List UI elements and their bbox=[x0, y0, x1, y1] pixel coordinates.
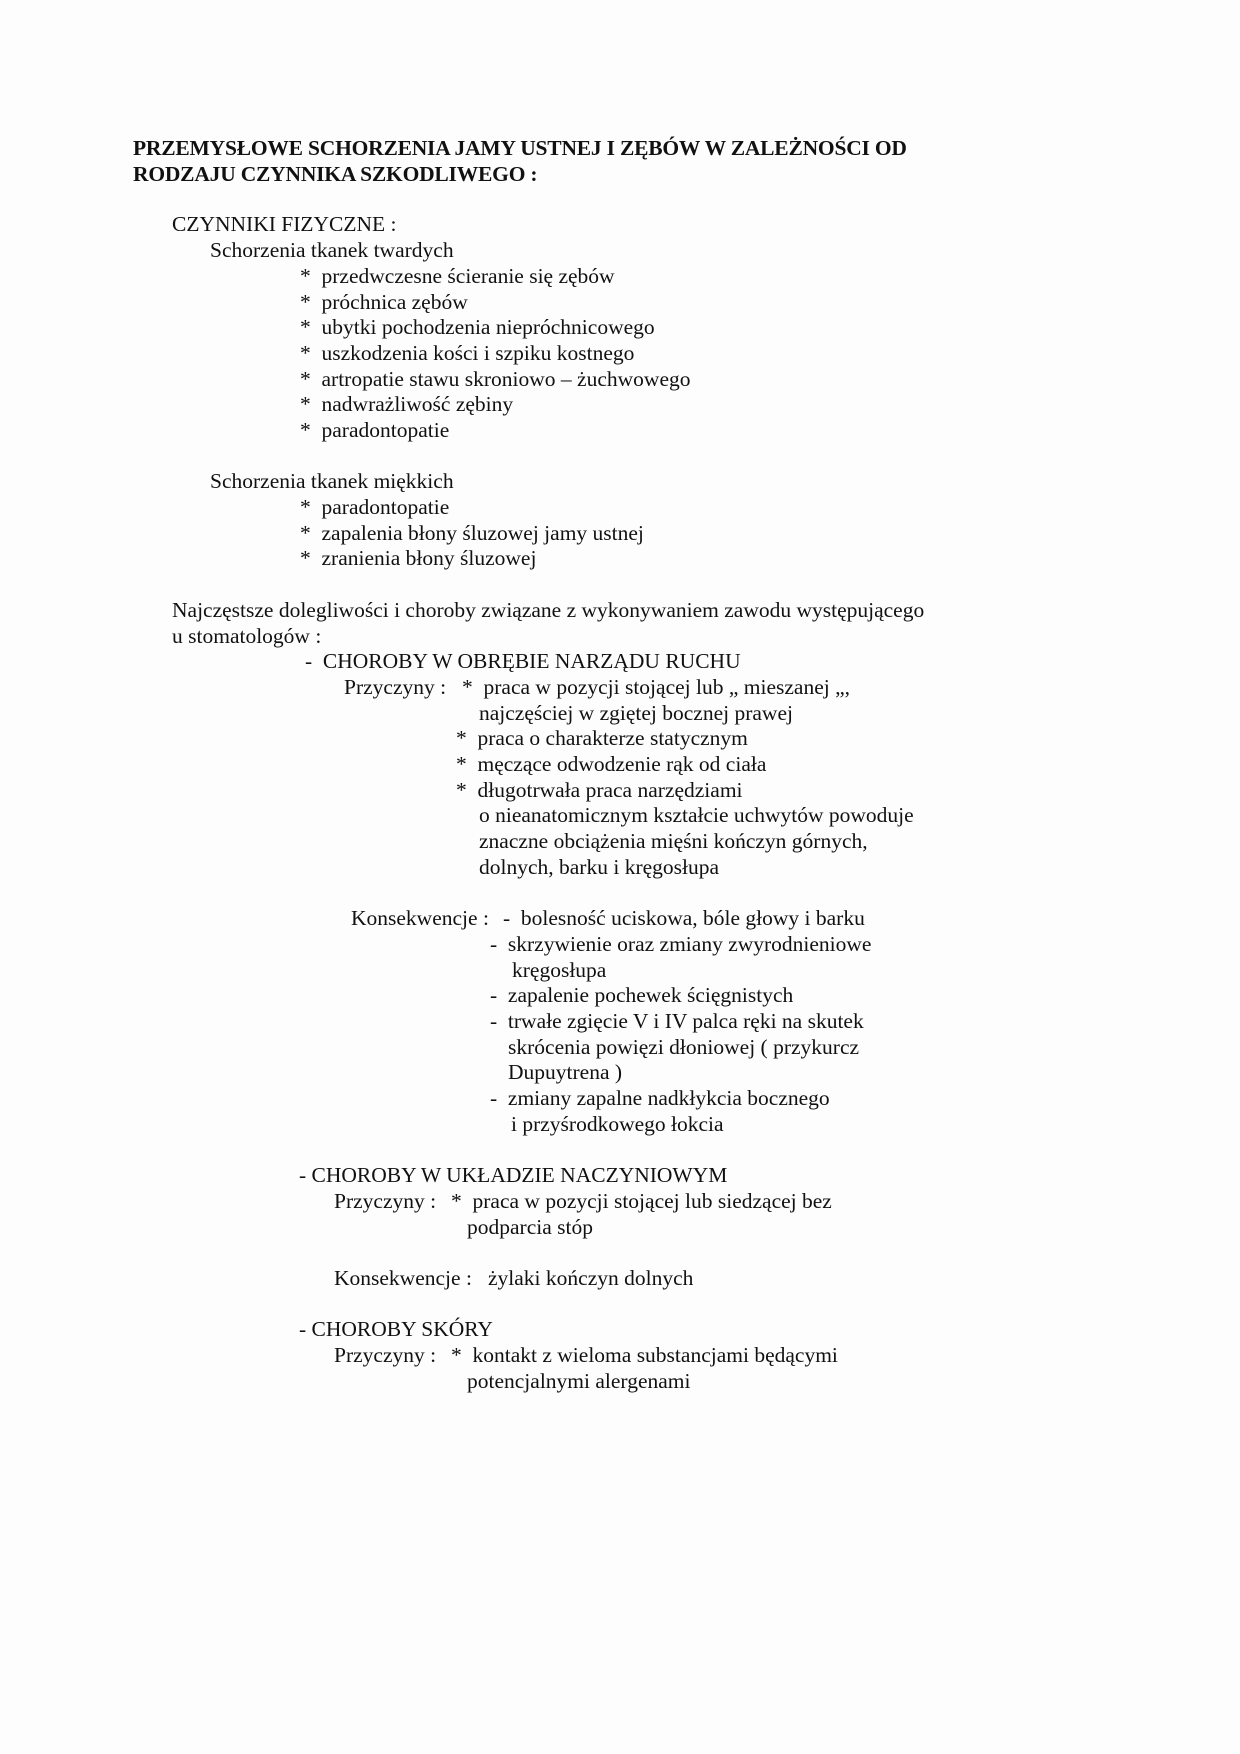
cause-line: podparcia stóp bbox=[467, 1215, 593, 1239]
list-item: * przedwczesne ścieranie się zębów bbox=[300, 264, 615, 288]
consequence-line: skrócenia powięzi dłoniowej ( przykurcz bbox=[508, 1035, 860, 1059]
document-title-line-2: RODZAJU CZYNNIKA SZKODLIWEGO : bbox=[133, 162, 538, 186]
subheading-hard-tissues: Schorzenia tkanek twardych bbox=[210, 238, 454, 262]
causes-label: Przyczyny : bbox=[334, 1343, 437, 1367]
list-item: * zapalenia błony śluzowej jamy ustnej bbox=[300, 521, 644, 545]
section-heading-physical-factors: CZYNNIKI FIZYCZNE : bbox=[172, 212, 397, 236]
list-item: * uszkodzenia kości i szpiku kostnego bbox=[300, 341, 635, 365]
list-item: * artropatie stawu skroniowo – żuchwowego bbox=[300, 367, 691, 391]
consequence-line: - bolesność uciskowa, bóle głowy i barku bbox=[503, 906, 865, 930]
cause-line: znaczne obciążenia mięśni kończyn górnych, bbox=[479, 829, 868, 853]
heading-musculoskeletal-diseases: - CHOROBY W OBRĘBIE NARZĄDU RUCHU bbox=[305, 649, 741, 673]
cause-line: * męczące odwodzenie rąk od ciała bbox=[456, 752, 767, 776]
consequence-line: kręgosłupa bbox=[512, 958, 607, 982]
list-item: * paradontopatie bbox=[300, 495, 450, 519]
consequence-line: i przyśrodkowego łokcia bbox=[511, 1112, 724, 1136]
consequence-line: - skrzywienie oraz zmiany zwyrodnieniowe bbox=[490, 932, 872, 956]
cause-line: dolnych, barku i kręgosłupa bbox=[479, 855, 720, 879]
list-item: * nadwrażliwość zębiny bbox=[300, 392, 514, 416]
consequences-label: Konsekwencje : bbox=[334, 1266, 472, 1290]
causes-label: Przyczyny : bbox=[334, 1189, 437, 1213]
list-item: * zranienia błony śluzowej bbox=[300, 546, 537, 570]
consequence-line: - zmiany zapalne nadkłykcia bocznego bbox=[490, 1086, 830, 1110]
cause-line: najczęściej w zgiętej bocznej prawej bbox=[479, 701, 793, 725]
subheading-soft-tissues: Schorzenia tkanek miękkich bbox=[210, 469, 454, 493]
heading-vascular-diseases: - CHOROBY W UKŁADZIE NACZYNIOWYM bbox=[299, 1163, 728, 1187]
consequence-line: Dupuytrena ) bbox=[508, 1060, 623, 1084]
cause-line: * praca w pozycji stojącej lub siedzącej bez bbox=[451, 1189, 832, 1213]
list-item: * paradontopatie bbox=[300, 418, 450, 442]
heading-skin-diseases: - CHOROBY SKÓRY bbox=[299, 1317, 493, 1341]
cause-line: * kontakt z wieloma substancjami będącymi bbox=[451, 1343, 838, 1367]
consequence-line: żylaki kończyn dolnych bbox=[488, 1266, 694, 1290]
intro-paragraph-line-2: u stomatologów : bbox=[172, 624, 322, 648]
intro-paragraph-line-1: Najczęstsze dolegliwości i choroby związane z wykonywaniem zawodu występującego bbox=[172, 598, 925, 622]
cause-line: * praca w pozycji stojącej lub „ mieszanej „, bbox=[462, 675, 851, 699]
cause-line: * praca o charakterze statycznym bbox=[456, 726, 748, 750]
list-item: * ubytki pochodzenia niepróchnicowego bbox=[300, 315, 655, 339]
cause-line: potencjalnymi alergenami bbox=[467, 1369, 691, 1393]
document-title-line-1: PRZEMYSŁOWE SCHORZENIA JAMY USTNEJ I ZĘBÓW W ZALEŻNOŚCI OD bbox=[133, 136, 907, 160]
causes-label: Przyczyny : bbox=[344, 675, 447, 699]
list-item: * próchnica zębów bbox=[300, 290, 468, 314]
consequence-line: - zapalenie pochewek ścięgnistych bbox=[490, 983, 794, 1007]
consequences-label: Konsekwencje : bbox=[351, 906, 489, 930]
cause-line: * długotrwała praca narzędziami bbox=[456, 778, 743, 802]
consequence-line: - trwałe zgięcie V i IV palca ręki na skutek bbox=[490, 1009, 864, 1033]
cause-line: o nieanatomicznym kształcie uchwytów powoduje bbox=[479, 803, 914, 827]
